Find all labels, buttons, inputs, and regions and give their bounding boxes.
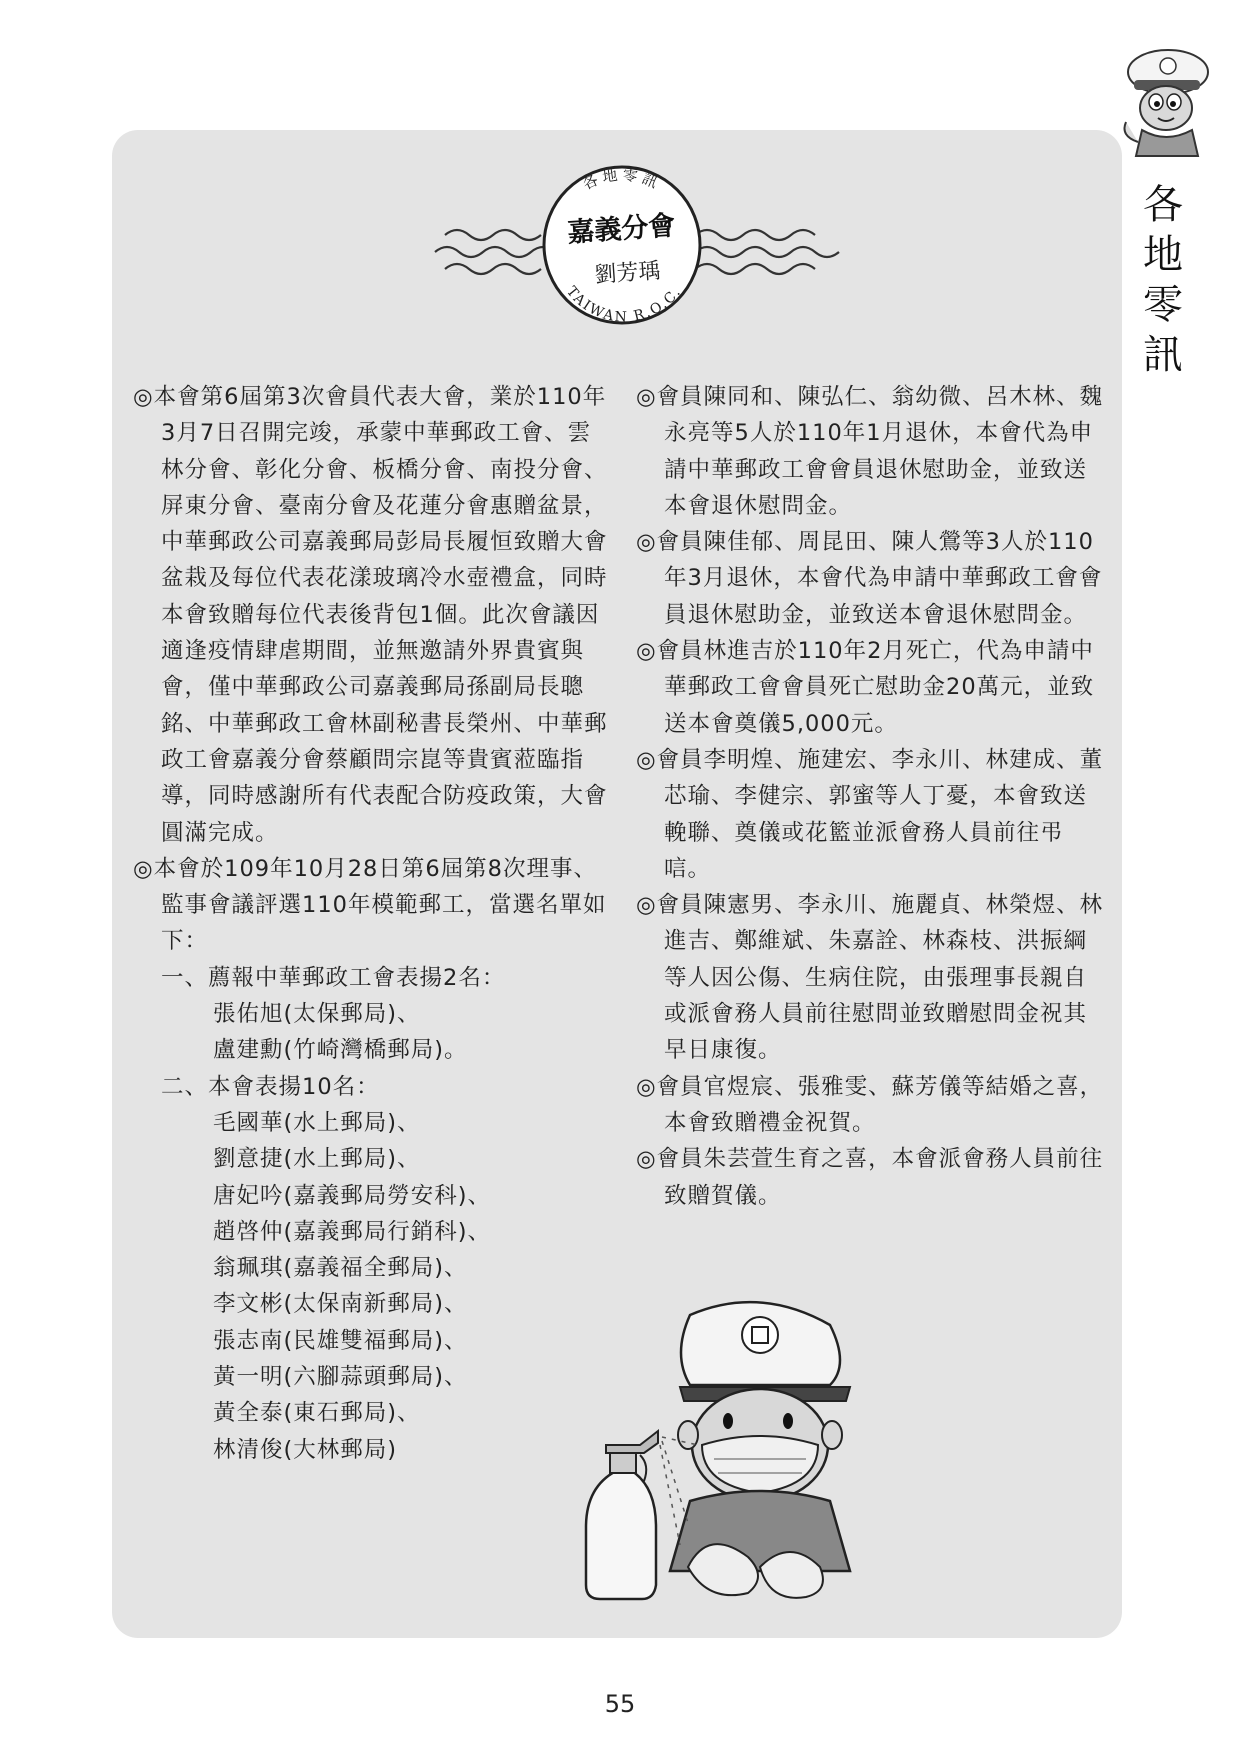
postmark-stamp bbox=[430, 150, 850, 340]
left-text-column bbox=[133, 379, 613, 1468]
news-item: ◎本會於109年10月28日第6屆第8次理事、監事會議評選110年模範郵工，當選名單如下： bbox=[133, 855, 607, 955]
award-name: 翁珮琪(嘉義福全郵局)、 bbox=[213, 1255, 468, 1282]
award-name: 李文彬(太保南新郵局)、 bbox=[213, 1291, 468, 1318]
stamp-branch-name: 嘉義分會 bbox=[566, 210, 677, 249]
side-title-char: 各 bbox=[1143, 182, 1183, 228]
side-section-title bbox=[1136, 180, 1190, 380]
award-name: 劉意捷(水上郵局)、 bbox=[213, 1146, 421, 1173]
award-name: 黃一明(六腳蒜頭郵局)、 bbox=[213, 1364, 468, 1391]
stamp-arc-bottom: TAIWAN R.O.C. bbox=[562, 283, 685, 326]
news-item: ◎會員朱芸萱生育之喜，本會派會務人員前往致贈賀儀。 bbox=[636, 1146, 1104, 1209]
news-item: ◎會員李明煌、施建宏、李永川、林建成、董芯瑜、李健宗、郭蜜等人丁憂，本會致送輓聯、奠儀或花籃並派會務人員前往弔唁。 bbox=[636, 746, 1104, 882]
award-name: 趙啓仲(嘉義郵局行銷科)、 bbox=[213, 1218, 492, 1245]
award-group-heading: 二、本會表揚10名： bbox=[161, 1073, 380, 1100]
news-item: ◎會員林進吉於110年2月死亡，代為申請中華郵政工會會員死亡慰助金20萬元，並致送本會奠儀5,000元。 bbox=[636, 638, 1095, 737]
news-item: ◎會員陳同和、陳弘仁、翁幼微、呂木林、魏永亮等5人於110年1月退休，本會代為申請中華郵政工會會員退休慰助金，並致送本會退休慰問金。 bbox=[636, 384, 1104, 519]
award-group-branch bbox=[133, 1069, 613, 1468]
award-name: 毛國華(水上郵局)、 bbox=[213, 1109, 421, 1136]
side-title-char: 零 bbox=[1143, 282, 1183, 328]
news-item: ◎會員陳憲男、李永川、施麗貞、林榮煜、林進吉、鄭維斌、朱嘉詮、林森枝、洪振綱等人因公傷、生病住院，由張理事長親自或派會務人員前往慰問並致贈慰問金祝其早日康復。 bbox=[636, 892, 1104, 1064]
news-item: ◎本會第6屆第3次會員代表大會，業於110年3月7日召開完竣，承蒙中華郵政工會、雲林分會、彰化分會、板橋分會、南投分會、屏東分會、臺南分會及花蓮分會惠贈盆景，中華郵政公司嘉義郵局彭局長履恒致贈大會盆栽及每位代表花漾玻璃冷水壺禮盒，同時本會致贈每位代表後背包1個。此次會議因適逢疫情肆虐期間，並無邀請外界貴賓與會，僅中華郵政公司嘉義郵局孫副局長聰銘、中華郵政工會林副秘書長榮州、中華郵政工會嘉義分會蔡顧問宗崑等貴賓蒞臨指導，同時感謝所有代表配合防疫政策，大會圓滿完成。 bbox=[133, 384, 608, 846]
stamp-arc-top: 各地零訊 bbox=[579, 165, 665, 194]
mascot-sanitizer-illustration bbox=[580, 1295, 870, 1630]
page-number: 55 bbox=[604, 1690, 636, 1718]
award-group-heading: 一、薦報中華郵政工會表揚2名： bbox=[161, 964, 506, 991]
award-name: 張佑旭(太保郵局)、 bbox=[213, 1001, 421, 1028]
award-group-national bbox=[133, 960, 613, 1069]
news-item: ◎會員官煜宸、張雅雯、蘇芳儀等結婚之喜，本會致贈禮金祝賀。 bbox=[636, 1073, 1104, 1136]
side-title-char: 地 bbox=[1143, 232, 1183, 278]
right-text-column bbox=[636, 379, 1110, 1214]
mascot-head-icon bbox=[1112, 44, 1216, 160]
award-name: 唐妃吟(嘉義郵局勞安科)、 bbox=[213, 1182, 492, 1209]
award-name: 林清俊(大林郵局) bbox=[213, 1436, 398, 1463]
award-names-list bbox=[161, 1105, 613, 1468]
news-item: ◎會員陳佳郁、周昆田、陳人鶯等3人於110年3月退休，本會代為申請中華郵政工會會員退休慰助金，並致送本會退休慰問金。 bbox=[636, 529, 1103, 628]
side-title-char: 訊 bbox=[1143, 332, 1183, 378]
award-names-list bbox=[161, 996, 613, 1069]
award-name: 張志南(民雄雙福郵局)、 bbox=[213, 1327, 468, 1354]
award-name: 盧建勳(竹崎灣橋郵局)。 bbox=[213, 1037, 468, 1064]
award-name: 黃全泰(東石郵局)、 bbox=[213, 1400, 421, 1427]
stamp-author: 劉芳瑀 bbox=[593, 258, 662, 289]
